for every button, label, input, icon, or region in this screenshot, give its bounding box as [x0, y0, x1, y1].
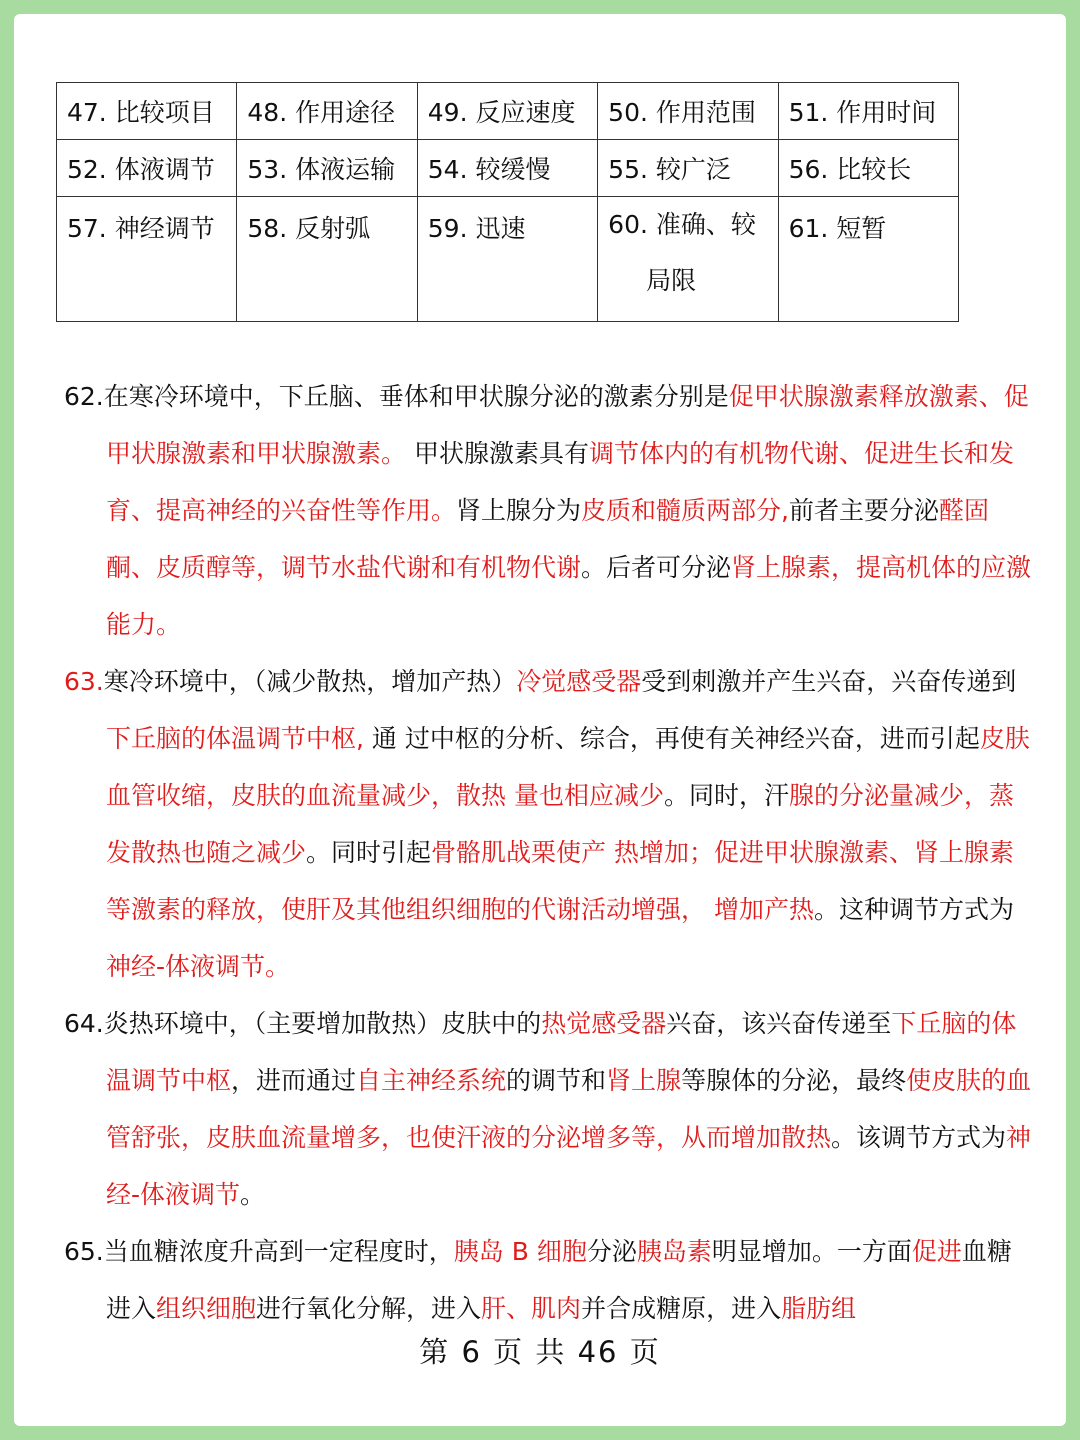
table-row	[57, 140, 959, 197]
highlight: 自主神经系统	[356, 1066, 507, 1095]
highlight: 促甲状腺激素释放激素、促甲状腺激素和甲状腺激素。	[106, 382, 1029, 468]
table-row	[57, 197, 959, 322]
item-number: 64.	[64, 1009, 104, 1038]
table-row	[57, 83, 959, 140]
highlight: 皮肤血管收缩，皮肤的血流量减少，散热 量也相应减少	[106, 724, 1030, 810]
item-number: 65.	[64, 1237, 104, 1266]
highlight: 热觉感受器	[541, 1009, 667, 1038]
highlight: 神经-体液调节。	[106, 952, 291, 981]
table-cell: 55. 较广泛	[598, 140, 778, 197]
cell-line: 60. 准确、较	[608, 210, 756, 239]
highlight: 醛固酮、皮质醇等，调节水盐代谢和有机物代谢	[106, 496, 990, 582]
document-page	[14, 14, 1066, 1426]
highlight: 神经-体液调节	[106, 1123, 1032, 1209]
paragraph-62: 62.在寒冷环境中，下丘脑、垂体和甲状腺分泌的激素分别是促甲状腺激素释放激素、促甲状腺激素和甲状腺激素。 甲状腺激素具有调节体内的有机物代谢、促进生长和发育、提高神经的兴奋性等作用。肾上腺分为皮质和髓质两部分,前者主要分泌醛固酮、皮质醇等，调节水盐代谢和有机物代谢。后者可分泌肾上腺素，提高机体的应激能力。	[64, 382, 1032, 639]
comparison-table	[56, 82, 959, 322]
highlight: 肝、肌肉	[481, 1294, 582, 1323]
highlight: 胰岛素	[636, 1237, 712, 1266]
highlight: 肾上腺	[606, 1066, 682, 1095]
highlight: 下丘脑的体温调节中枢,	[106, 724, 364, 753]
highlight: 组织细胞	[156, 1294, 257, 1323]
paragraph-64: 64.炎热环境中，（主要增加散热）皮肤中的热觉感受器兴奋，该兴奋传递至下丘脑的体温调节中枢，进而通过自主神经系统的调节和肾上腺等腺体的分泌，最终使皮肤的血管舒张，皮肤血流量增多，也使汗液的分泌增多等，从而增加散热。该调节方式为神经-体液调节。	[64, 1009, 1032, 1209]
table-cell: 61. 短暂	[778, 197, 958, 322]
highlight: 调节体内的有机物代谢、促进生长和发育、提高神经的兴奋性等作用。	[106, 439, 1014, 525]
table-cell: 48. 作用途径	[237, 83, 417, 140]
highlight: 促进	[911, 1237, 962, 1266]
highlight: 肾上腺素，提高机体的应激能力。	[106, 553, 1032, 639]
table-cell: 59. 迅速	[417, 197, 597, 322]
highlight: 冷觉感受器	[516, 667, 642, 696]
table-cell: 56. 比较长	[778, 140, 958, 197]
table-cell: 57. 神经调节	[57, 197, 237, 322]
page-footer: 第 6 页 共 46 页	[419, 1335, 661, 1369]
highlight: 脂肪组	[781, 1294, 857, 1323]
table-cell: 50. 作用范围	[598, 83, 778, 140]
table-cell	[598, 197, 778, 322]
highlight: 骨骼肌战栗使产 热增加；促进甲状腺激素、肾上腺素等激素的释放，使肝及其他组织细胞的代谢活动增强， 增加产热	[106, 838, 1014, 924]
table-cell: 51. 作用时间	[778, 83, 958, 140]
table-cell: 49. 反应速度	[417, 83, 597, 140]
paragraph-65: 65.当血糖浓度升高到一定程度时，胰岛 B 细胞分泌胰岛素明显增加。一方面促进血糖进入组织细胞进行氧化分解，进入肝、肌肉并合成糖原，进入脂肪组	[64, 1237, 1012, 1323]
table-cell: 47. 比较项目	[57, 83, 237, 140]
highlight: 使皮肤的血管舒张，皮肤血流量增多，也使汗液的分泌增多等，从而增加散热	[106, 1066, 1032, 1152]
table-cell: 52. 体液调节	[57, 140, 237, 197]
item-number: 62.	[64, 382, 104, 411]
highlight: 腺的分泌量减少，蒸发散热也随之减少	[106, 781, 1014, 867]
cell-line: 局限	[646, 266, 697, 295]
highlight: 皮质和髓质两部分,	[581, 496, 789, 525]
table-cell: 53. 体液运输	[237, 140, 417, 197]
highlight: 下丘脑的体温调节中枢	[106, 1009, 1017, 1095]
table-cell: 54. 较缓慢	[417, 140, 597, 197]
table-cell: 58. 反射弧	[237, 197, 417, 322]
body-text	[64, 368, 1034, 1337]
paragraph-63: 63.寒冷环境中，（减少散热，增加产热）冷觉感受器受到刺激并产生兴奋，兴奋传递到下丘脑的体温调节中枢, 通 过中枢的分析、综合，再使有关神经兴奋，进而引起皮肤血管收缩，皮肤的血流量减少，散热 量也相应减少。同时，汗腺的分泌量减少，蒸发散热也随之减少。同时引起骨骼肌战栗使产 热增加；促进甲状腺激素、肾上腺素等激素的释放，使肝及其他组织细胞的代谢活动增强， 增加产热。这种调节方式为神经-体液调节。	[64, 667, 1030, 981]
item-number: 63.	[64, 667, 104, 696]
highlight: 胰岛 B 细胞	[453, 1237, 587, 1266]
